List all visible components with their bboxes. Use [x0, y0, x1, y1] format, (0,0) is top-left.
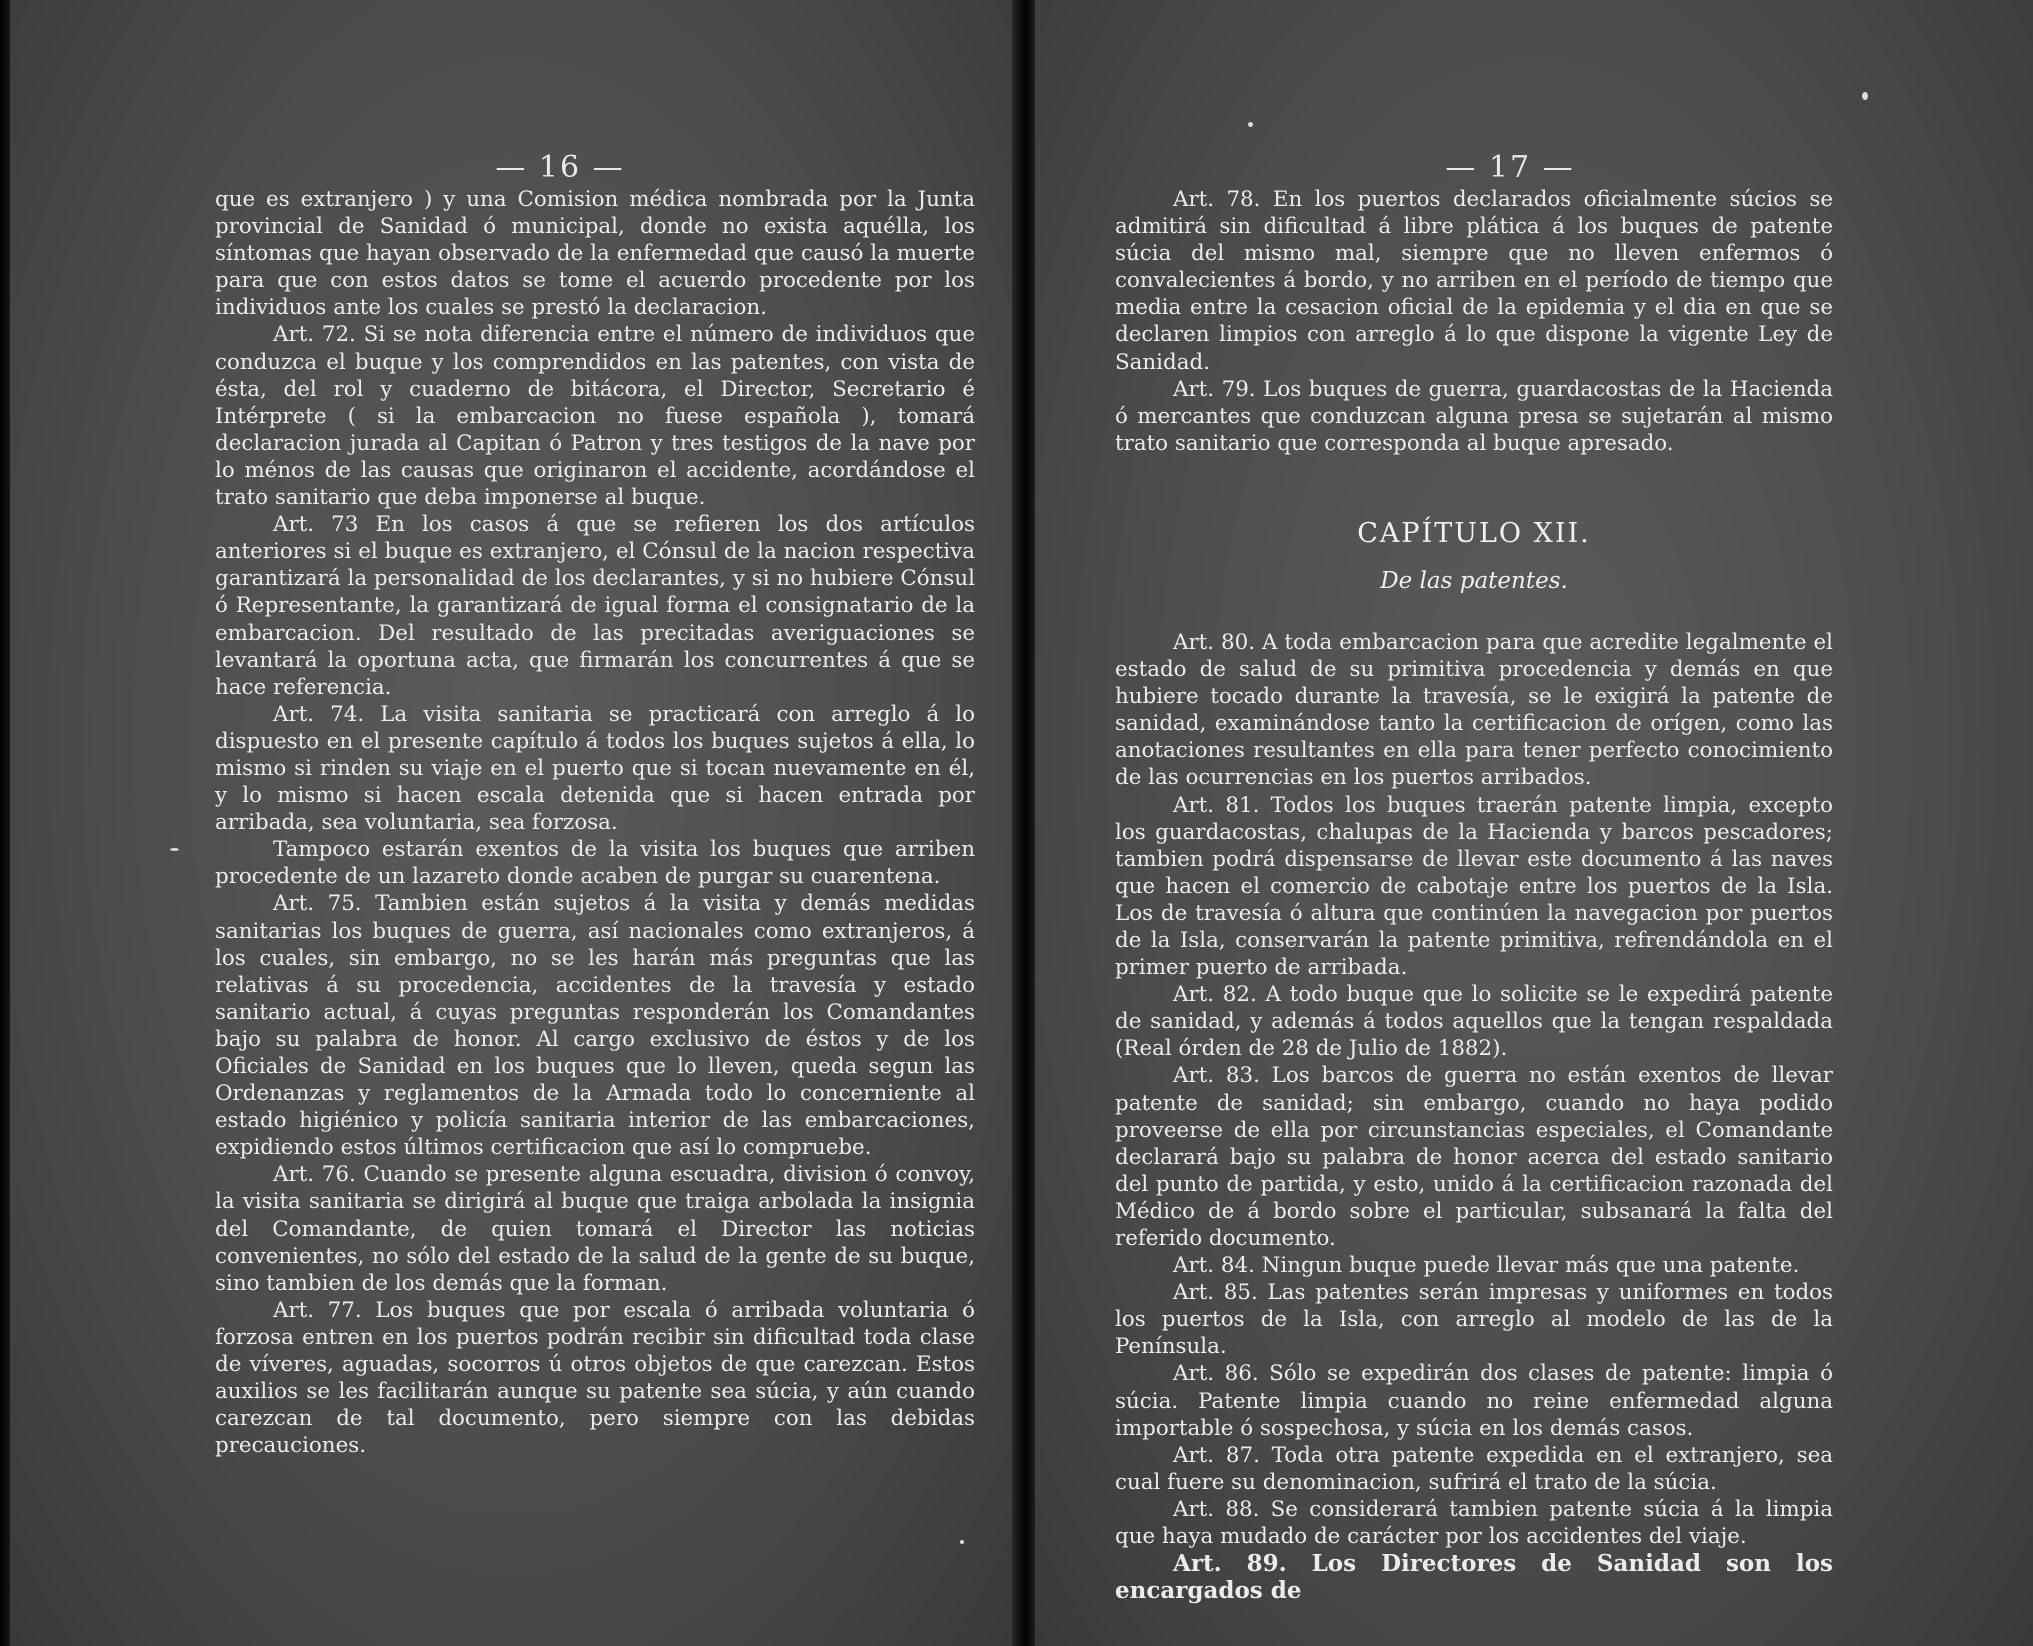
paragraph: Art. 78. En los puertos declarados oficialmente súcios se admitirá sin dificultad á libre plática á los buques de patente súcia del mismo mal, siempre que no lleven enfermos ó convalecientes á bordo, y no arriben en el período de tiempo que media entre la cesacion oficial de la epidemia y el dia en que se declaren limpios con arreglo á lo que dispone la vigente Ley de Sanidad. — [1115, 187, 1833, 375]
left-page — [10, 0, 1015, 1646]
right-text-column — [1115, 186, 1833, 1604]
paragraph: Art. 77. Los buques que por escala ó arribada voluntaria ó forzosa entren en los puertos podrán recibir sin dificultad toda clase de víveres, aguadas, socorros ú otros objetos de que carezcan. Estos auxilios se les facilitarán aunque su patente sea súcia, y aún cuando carezcan de tal documento, pero siempre con las debidas precauciones. — [215, 1297, 975, 1459]
ink-speck — [960, 1540, 964, 1544]
paragraph: Art. 88. Se considerará tambien patente súcia á la limpia que haya mudado de carácter por los accidentes del viaje. — [1115, 1496, 1833, 1550]
paragraph: Tampoco estarán exentos de la visita los buques que arriben procedente de un lazareto donde acaben de purgar su cuarentena. — [215, 837, 975, 890]
paragraph: Art. 85. Las patentes serán impresas y uniformes en todos los puertos de la Isla, con arreglo al modelo de las de la Península. — [1115, 1280, 1833, 1360]
left-text-column — [215, 186, 975, 1459]
page-number: — 17 — — [1445, 150, 1575, 185]
ink-speck — [1248, 122, 1253, 127]
paragraph: Art. 72. Si se nota diferencia entre el número de individuos que conduzca el buque y los comprendidos en las patentes, con vista de ésta, del rol y cuaderno de bitácora, el Director, Secretario é Intérprete ( si la embarcacion no fuese española ), tomará declaracion jurada al Capitan ó Patron y tres testigos de la nave por lo ménos de las causas que originaron el accidente, acordándose el trato sanitario que deba imponerse al buque. — [215, 322, 975, 511]
articles-after-chapter — [1115, 629, 1833, 1550]
paragraph: Art. 82. A todo buque que lo solicite se le expedirá patente de sanidad, y además á todos aquellos que la tengan respaldada (Real órden de 28 de Julio de 1882). — [1115, 982, 1833, 1062]
paragraph: Art. 79. Los buques de guerra, guardacostas de la Hacienda ó mercantes que conduzcan alguna presa se sujetarán al mismo trato sanitario que corresponda al buque apresado. — [1115, 376, 1833, 456]
paragraph: Art. 81. Todos los buques traerán patente limpia, excepto los guardacostas, chalupas de la Hacienda y barcos pescadores; tambien podrá dispensarse de llevar este documento á las naves que hacen el comercio de cabotaje entre los puertos de la Isla. Los de travesía ó altura que continúen la navegacion por puertos de la Isla, conservarán la patente primitiva, refrendándola en el primer puerto de arribada. — [1115, 792, 1833, 981]
paragraph: Art. 87. Toda otra patente expedida en el extranjero, sea cual fuere su denominacion, sufrirá el trato de la súcia. — [1115, 1442, 1833, 1495]
last-line: Art. 89. Los Directores de Sanidad son los encargados de — [1115, 1550, 1833, 1605]
articles-before-chapter — [1115, 186, 1833, 457]
right-page — [1035, 0, 2033, 1646]
paragraph: Art. 80. A toda embarcacion para que acredite legalmente el estado de salud de su primitiva procedencia y demás en que hubiere tocado durante la travesía, se le exigirá la patente de sanidad, examinándose tanto la certificacion de orígen, como las anotaciones resultantes en ella para tener perfecto conocimiento de las ocurrencias en los puertos arribados. — [1115, 629, 1833, 791]
paragraph: Art. 76. Cuando se presente alguna escuadra, division ó convoy, la visita sanitaria se dirigirá al buque que traiga arbolada la insignia del Comandante, de quien tomará el Director las noticias convenientes, no sólo del estado de la salud de la gente de su buque, sino tambien de los demás que la forman. — [215, 1162, 975, 1296]
paragraph: Art. 73 En los casos á que se refieren los dos artículos anteriores si el buque es extranjero, el Cónsul de la nacion respectiva garantizará la personalidad de los declarantes, y si no hubiere Cónsul ó Representante, la garantizará de igual forma el consignatario de la embarcacion. Del resultado de las precitadas averiguaciones se levantará la oportuna acta, que firmarán los concurrentes á que se hace referencia. — [215, 512, 975, 700]
paragraph: Art. 83. Los barcos de guerra no están exentos de llevar patente de sanidad; sin embargo, cuando no haya podido proveerse de ella por circunstancias especiales, el Comandante declarará bajo su palabra de honor acerca del estado sanitario del punto de partida, y esto, unido á la certificacion razonada del Médico de á bordo sobre el particular, subsanará la falta del referido documento. — [1115, 1063, 1833, 1251]
chapter-title: CAPÍTULO XII. — [1357, 517, 1591, 549]
paragraph: Art. 74. La visita sanitaria se practicará con arreglo á lo dispuesto en el presente capítulo á todos los buques sujetos á ella, lo mismo si rinden su viaje en el puerto que si tocan nuevamente en él, y lo mismo si hacen escala detenida que si hacen entrada por arribada, sea voluntaria, sea forzosa. — [215, 701, 975, 836]
ink-speck — [1862, 92, 1868, 100]
paragraph: Art. 84. Ningun buque puede llevar más que una patente. — [1173, 1253, 1800, 1279]
page-number: — 16 — — [495, 150, 625, 185]
paragraph: Art. 75. Tambien están sujetos á la visita y demás medidas sanitarias los buques de guerra, así nacionales como extranjeros, á los cuales, sin embargo, no se les harán más preguntas que las relativas á su procedencia, accidentes de la travesía y estado sanitario actual, á cuyas preguntas responderán los Comandantes bajo su palabra de honor. Al cargo exclusivo de éstos y de los Oficiales de Sanidad en los buques que lo lleven, queda segun las Ordenanzas y reglamentos de la Armada todo lo concerniente al estado higiénico y policía sanitaria interior de las embarcaciones, expidiendo estos últimos certificacion que así lo compruebe. — [215, 891, 975, 1161]
chapter-subtitle: De las patentes. — [1380, 567, 1568, 594]
paragraph: Art. 86. Sólo se expedirán dos clases de patente: limpia ó súcia. Patente limpia cuando no reine enfermedad alguna importable ó sospechosa, y súcia en los demás casos. — [1115, 1361, 1833, 1441]
paragraph: que es extranjero ) y una Comision médica nombrada por la Junta provincial de Sanidad ó municipal, donde no exista aquélla, los síntomas que hayan observado de la enfermedad que causó la muerte para que con estos datos se tome el acuerdo procedente por los individuos ante los cuales se prestó la declaracion. — [215, 187, 975, 321]
ink-speck — [170, 848, 179, 851]
